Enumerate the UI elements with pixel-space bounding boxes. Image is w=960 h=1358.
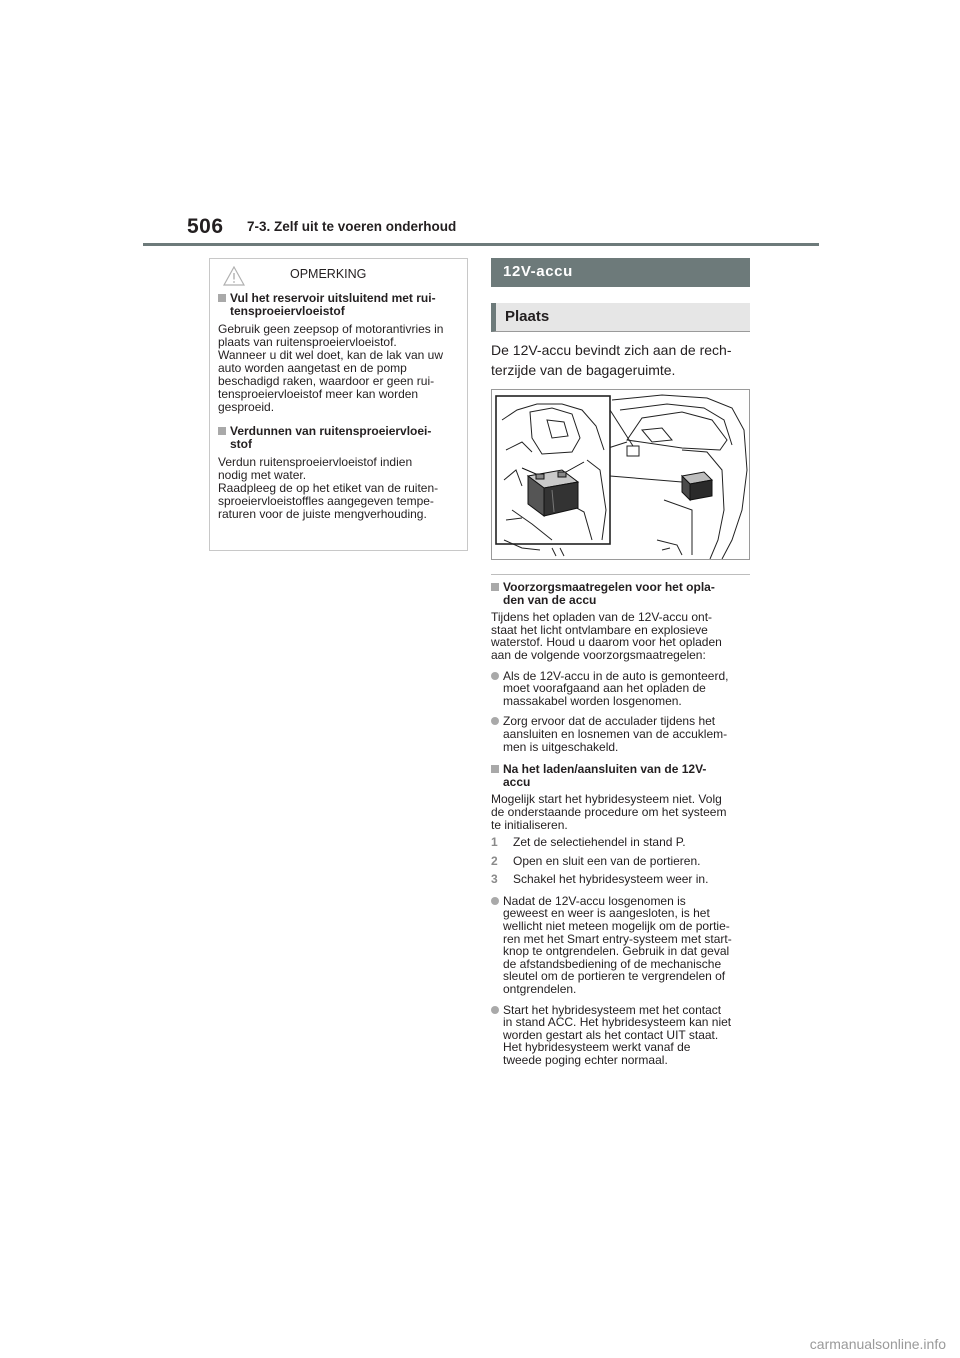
page-header [0,0,960,250]
header-rule [143,243,819,246]
step-text: Schakel het hybridesysteem weer in. [513,872,709,887]
bullet-item: Nadat de 12V-accu losgenomen is geweest en weer is aangesloten, is het wellicht niet meteen mogelijk om de portie- ren met het Smart entry-systeem met start- knop te ontgrendelen. Gebruik in dat geval de afstandsbediening of de mechanische sleutel om de portieren te vergrendelen of ontgrendelen. [491,895,751,996]
battery-location-illustration [491,389,750,560]
charging-precautions-heading: Voorzorgsmaatregelen voor het opla- den van de accu [491,581,751,606]
note-content [218,292,462,532]
charging-precautions-text: Tijdens het opladen van de 12V-accu ont- staat het licht ontvlambare en explosieve waterstof. Houd u daarom voor het opladen aan de volgende voorzorgsmaatregelen: [491,610,722,662]
bullet-item: Als de 12V-accu in de auto is gemonteerd, moet voorafgaand aan het opladen de massakabel worden losgenomen. [491,670,751,708]
warning-triangle-icon [223,266,245,286]
section-title: 7-3. Zelf uit te voeren onderhoud [247,219,457,234]
subheading-banner: Plaats [491,303,750,332]
step-item [491,836,751,849]
step-text: Open en sluit een van de portieren. [513,853,701,868]
note-label: OPMERKING [290,267,367,281]
note-box [209,258,468,551]
bullet-item: Start het hybridesysteem met het contact in stand ACC. Het hybridesysteem kan niet worden gestart als het contact UIT staat. Het hybridesysteem werkt vanaf de tweede poging echter normaal. [491,1004,751,1067]
step-text: Zet de selectiehendel in stand P. [513,835,686,850]
note-heading-2: Verdunnen van ruitensproeiervloei- stof [218,425,462,451]
page-number: 506 [187,215,224,238]
step-item [491,855,751,868]
intro-text: De 12V-accu bevindt zich aan de rech- terzijde van de bagageruimte. [491,342,732,378]
bullet-item: Zorg ervoor dat de acculader tijdens het aansluiten en losnemen van de accuklem- men is uitgeschakeld. [491,715,751,753]
note-text-2: Verdun ruitensproeiervloeistof indien nodig met water. Raadpleeg de op het etiket van de ruiten- sproeiervloeistoffles aangegeven tempe- raturen voor de juiste mengverhouding. [218,455,439,521]
after-charging-text: Mogelijk start het hybridesysteem niet. Volg de onderstaande procedure om het systeem te initialiseren. [491,792,727,832]
right-column-body [491,581,751,1075]
chapter-banner: 12V-accu [491,258,750,287]
note-text-1: Gebruik geen zeepsop of motorantivries in plaats van ruitensproeiervloeistof. Wanneer u dit wel doet, kan de lak van uw auto worden aangetast en de pomp beschadigd raken, waardoor er geen rui- tensproeiervloeistof meer kan worden gesproeid. [218,322,444,414]
step-number: 1 [491,835,498,850]
step-number: 3 [491,872,498,887]
watermark-link[interactable]: carmanualsonline.info [809,1336,946,1352]
step-number: 2 [491,853,498,868]
section-divider [491,574,750,575]
note-heading-1: Vul het reservoir uitsluitend met rui- tensproeiervloeistof [218,292,462,318]
after-charging-heading: Na het laden/aansluiten van de 12V- accu [491,763,751,788]
step-item [491,873,751,886]
luggage-compartment-drawing [492,390,749,559]
note-header [210,259,467,289]
